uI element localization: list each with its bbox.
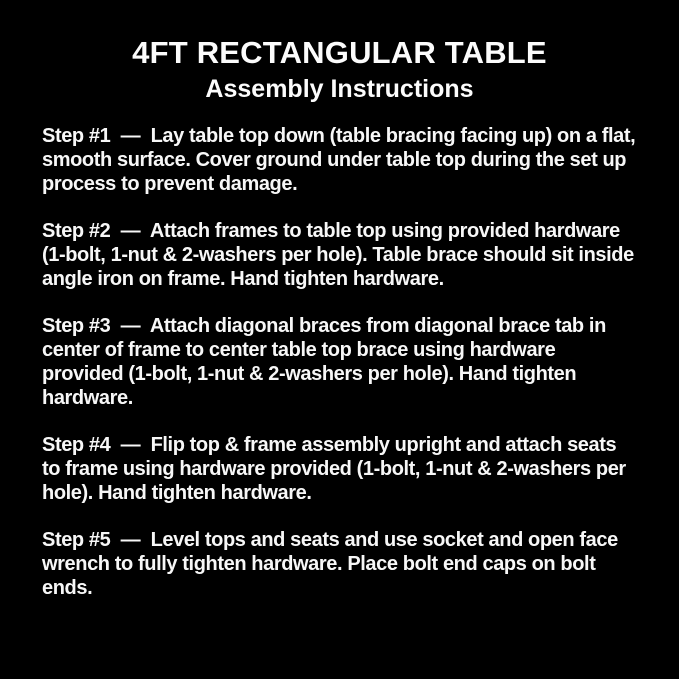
page-title: 4FT RECTANGULAR TABLE (132, 35, 547, 70)
page-subtitle: Assembly Instructions (205, 75, 474, 103)
step-2-text: Step #2 — Attach frames to table top using provided hardware (1-bolt, 1-nut & 2-washers per hole). Table brace should sit inside angle iron on frame. Hand tighten hardware. (42, 220, 639, 290)
step-4-text: Step #4 — Flip top & frame assembly upright and attach seats to frame using hardware provided (1-bolt, 1-nut & 2-washers per hole). Hand tighten hardware. (42, 434, 631, 504)
step-3-text: Step #3 — Attach diagonal braces from diagonal brace tab in center of frame to center table top brace using hardware provided (1-bolt, 1-nut & 2-washers per hole). Hand tighten hardware. (42, 315, 612, 409)
step-5-text: Step #5 — Level tops and seats and use socket and open face wrench to fully tighten hardware. Place bolt end caps on bolt ends. (42, 529, 623, 599)
steps-list (42, 124, 641, 600)
step-1-text: Step #1 — Lay table top down (table bracing facing up) on a flat, smooth surface. Cover ground under table top during the set up process to prevent damage. (42, 125, 641, 195)
